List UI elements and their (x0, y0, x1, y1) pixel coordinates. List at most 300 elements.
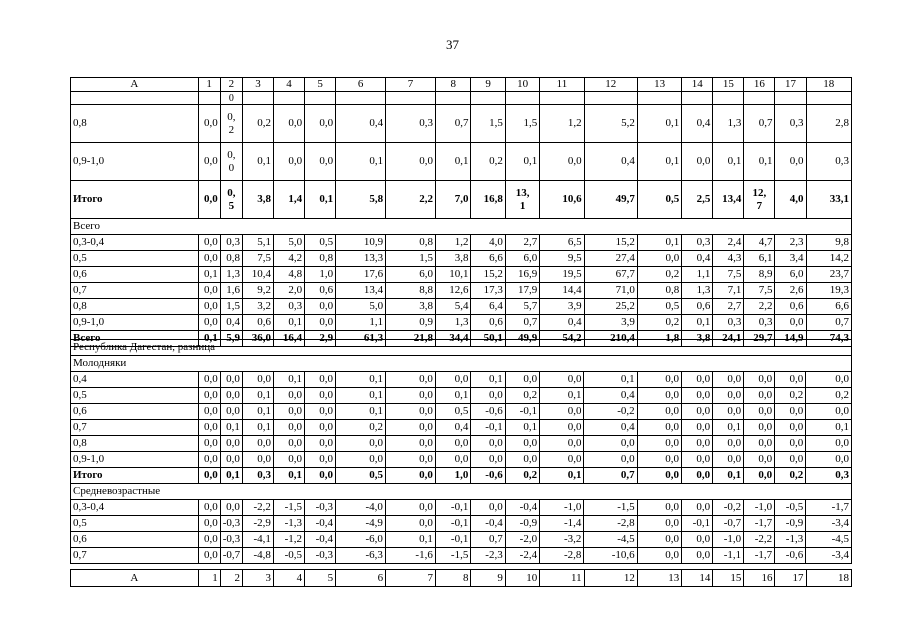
table-cell: 0,0 (198, 436, 220, 452)
table-cell: 0,6 (682, 299, 713, 315)
table-cell: 0,8 (386, 235, 436, 251)
table-cell: -0,6 (775, 548, 806, 564)
table-cell: 0,0 (744, 420, 775, 436)
table-cell: 0,0 (775, 452, 806, 468)
table-cell: 1,3 (220, 267, 242, 283)
table-cell: 0,5 (637, 181, 681, 219)
table-cell: 0,1 (336, 143, 386, 181)
table-cell: 2,2 (386, 181, 436, 219)
table-cell: 74,3 (806, 331, 851, 347)
table-cell: 0,0 (682, 500, 713, 516)
table-cell: 1,2 (540, 105, 584, 143)
table-cell: -1,6 (385, 548, 435, 564)
table-row (71, 500, 852, 516)
table-cell: 9,5 (540, 251, 584, 267)
column-number: 12 (584, 570, 637, 587)
table-cell: 4,8 (274, 267, 305, 283)
table-cell: -4,9 (336, 516, 386, 532)
table-cell: 0,0 (220, 388, 242, 404)
table-cell: 6,0 (505, 251, 539, 267)
table-cell: 6,4 (471, 299, 505, 315)
table-cell: 0,0 (637, 251, 681, 267)
table-cell: -1,5 (584, 500, 637, 516)
table-cell: 5,8 (336, 181, 386, 219)
table-cell: 8,8 (386, 283, 436, 299)
column-header: 13 (637, 78, 681, 92)
table-cell: 0,0 (198, 315, 220, 331)
row-label: 0,3-0,4 (71, 235, 199, 251)
fragment-cell (274, 92, 305, 105)
column-header: 1 (198, 78, 220, 92)
fragment-cell (305, 92, 336, 105)
table-cell: -6,3 (336, 548, 386, 564)
table-row (71, 452, 852, 468)
table-cell: 0,0 (385, 468, 435, 484)
table-cell: 0,1 (435, 388, 470, 404)
table-cell: 1,3 (435, 315, 471, 331)
table-cell: 0,4 (682, 251, 713, 267)
table-cell: 0,0 (305, 143, 336, 181)
table-cell: 0,0 (435, 372, 470, 388)
section-label: Республика Дагестан, разница (71, 340, 852, 356)
table-cell: 0,3 (744, 315, 775, 331)
table-cell: 0,2 (471, 143, 505, 181)
table-cell: 0,0 (637, 548, 681, 564)
table-cell: 4,2 (274, 251, 305, 267)
table-cell: 0,0 (471, 452, 505, 468)
table-cell: 3,8 (435, 251, 471, 267)
table-cell: -4,5 (806, 532, 852, 548)
column-number: 15 (713, 570, 744, 587)
table-cell: 0,0 (471, 500, 505, 516)
table-cell: 0,0 (242, 452, 273, 468)
table-cell: 0,0 (220, 404, 242, 420)
table-row (71, 372, 852, 388)
table-cell: 0,0 (637, 388, 681, 404)
table-cell: 0,0 (584, 452, 637, 468)
table-cell: -0,1 (435, 532, 470, 548)
data-table-dagestan-difference (70, 339, 852, 564)
column-number: 13 (637, 570, 681, 587)
table-cell: -3,4 (806, 516, 852, 532)
table-cell: 0,0 (540, 436, 584, 452)
table-cell: 0,1 (242, 420, 273, 436)
table-cell: 2,9 (305, 331, 336, 347)
table-cell: 0,0 (435, 452, 470, 468)
column-number: 6 (336, 570, 386, 587)
table-cell: 2,0 (274, 283, 305, 299)
table-title-row (71, 340, 852, 356)
row-label: 0,9-1,0 (71, 452, 199, 468)
column-header: 15 (713, 78, 744, 92)
table-row (71, 105, 852, 143)
table-cell: 0,0 (775, 143, 806, 181)
table-cell: 0,1 (505, 143, 539, 181)
table-cell: 2,6 (775, 283, 806, 299)
table-cell: -1,3 (273, 516, 304, 532)
table-cell: 0,0 (471, 388, 505, 404)
table-cell: 0,0 (385, 404, 435, 420)
column-header: 11 (540, 78, 584, 92)
table-cell: 0,0 (540, 143, 584, 181)
table-cell: 0,0 (304, 388, 335, 404)
table-cell: 67,7 (584, 267, 637, 283)
table-cell: -0,7 (713, 516, 744, 532)
table-cell: -1,7 (744, 548, 775, 564)
row-label: 0,5 (71, 388, 199, 404)
table-cell: -1,4 (540, 516, 584, 532)
table-cell: 0,1 (336, 372, 386, 388)
table-cell: 3,8 (682, 331, 713, 347)
table-cell: 0,0 (744, 388, 775, 404)
table-cell: 0,2 (637, 267, 681, 283)
table-cell: 0,0 (198, 372, 220, 388)
table-cell: 34,4 (435, 331, 471, 347)
table-cell: 0,0 (637, 500, 681, 516)
table-cell: 0,1 (540, 388, 584, 404)
table-cell: -0,9 (505, 516, 539, 532)
row-label: Итого (71, 468, 199, 484)
table-cell: 0,0 (305, 315, 336, 331)
table-cell: -3,2 (540, 532, 584, 548)
table-cell: 0,1 (385, 532, 435, 548)
row-label: 0,4 (71, 372, 199, 388)
table-cell: -0,1 (682, 516, 713, 532)
table-cell: -0,3 (220, 532, 242, 548)
table-cell: 0,4 (584, 143, 637, 181)
table-cell: -10,6 (584, 548, 637, 564)
table-cell: 0,9 (386, 315, 436, 331)
header-row (71, 78, 852, 92)
table-cell: -0,5 (775, 500, 806, 516)
page-number: 37 (446, 37, 459, 52)
table-cell: 61,3 (336, 331, 386, 347)
table-cell: 0,0 (637, 452, 681, 468)
table-cell: 5,9 (220, 331, 242, 347)
table-cell: 0,0 (304, 452, 335, 468)
table-cell: 0,1 (198, 267, 220, 283)
table-cell: 0,0 (505, 436, 539, 452)
table-cell: 3,4 (775, 251, 806, 267)
table-cell: 0,7 (806, 315, 851, 331)
fragment-cell (713, 92, 744, 105)
table-cell: 0,7 (505, 315, 539, 331)
table-cell: 5,0 (336, 299, 386, 315)
table-cell: 0,1 (273, 468, 304, 484)
table-cell: -0,6 (471, 404, 505, 420)
row-label: 0,8 (71, 436, 199, 452)
table-cell: -6,0 (336, 532, 386, 548)
column-number: 7 (386, 570, 436, 587)
column-number: 5 (305, 570, 336, 587)
column-header: 9 (471, 78, 505, 92)
table-cell: 0,3 (775, 105, 806, 143)
table-cell: 0,0 (540, 372, 584, 388)
table-cell: 0,1 (274, 315, 305, 331)
table-cell: 0,2 (775, 388, 806, 404)
table-cell: 5,2 (584, 105, 637, 143)
table-cell: 0,4 (435, 420, 470, 436)
table-cell: 0,0 (273, 436, 304, 452)
table-cell: 0,3 (220, 235, 242, 251)
table-cell: 14,2 (806, 251, 851, 267)
table-cell: 0,0 (198, 468, 220, 484)
table-cell: 16,4 (274, 331, 305, 347)
table-cell: 0,0 (744, 436, 775, 452)
fragment-cell (744, 92, 775, 105)
table-cell: 0,1 (540, 468, 584, 484)
table-row (71, 283, 852, 299)
table-cell: 0,0 (304, 436, 335, 452)
row-label: 0,6 (71, 404, 199, 420)
table-cell: 0,0 (198, 404, 220, 420)
column-number: 11 (540, 570, 584, 587)
row-label: 0,9-1,0 (71, 143, 199, 181)
table-row (71, 388, 852, 404)
table-cell: 0,1 (713, 468, 744, 484)
fragment-cell (71, 92, 199, 105)
table-cell: 0,1 (806, 420, 852, 436)
table-cell: 15,2 (471, 267, 505, 283)
table-cell: 14,4 (540, 283, 584, 299)
table-cell: 0,4 (540, 315, 584, 331)
table-cell: 0,0 (775, 436, 806, 452)
row-label: 0,8 (71, 299, 199, 315)
table-cell: 0,0 (775, 315, 806, 331)
table-cell: 1,6 (220, 283, 242, 299)
table-cell: 0,8 (305, 251, 336, 267)
table-cell: 0,0 (540, 452, 584, 468)
table-cell: 0,0 (220, 372, 242, 388)
table-cell: 0,3 (682, 235, 713, 251)
column-number: 3 (242, 570, 273, 587)
table-cell: 10,4 (242, 267, 273, 283)
table-cell: 0,0 (713, 452, 744, 468)
table-cell: 5,0 (274, 235, 305, 251)
row-label: 0,6 (71, 532, 199, 548)
table-cell: 24,1 (713, 331, 744, 347)
row-label: 0,7 (71, 548, 199, 564)
table-row (71, 420, 852, 436)
table-cell: 10,6 (540, 181, 584, 219)
table-cell: 0,0 (471, 436, 505, 452)
table-cell: 4,7 (744, 235, 775, 251)
table-cell: 3,8 (242, 181, 273, 219)
table-cell: 0,0 (775, 420, 806, 436)
table-cell: -3,4 (806, 548, 852, 564)
table-cell: 0,0 (274, 105, 305, 143)
fragment-cell (386, 92, 436, 105)
row-label: 0,3-0,4 (71, 500, 199, 516)
row-label: Итого (71, 181, 199, 219)
table-cell: 0,1 (242, 404, 273, 420)
table-cell: 0,6 (471, 315, 505, 331)
table-cell: 0,0 (682, 372, 713, 388)
column-number: 8 (435, 570, 471, 587)
table-cell: 0,0 (198, 235, 220, 251)
table-cell: 2,7 (713, 299, 744, 315)
table-cell: 0,3 (386, 105, 436, 143)
table-cell: -0,6 (471, 468, 505, 484)
table-cell: 0,5 (637, 299, 681, 315)
table-cell: 0,0 (713, 436, 744, 452)
column-header: 8 (435, 78, 471, 92)
table-cell: 0,1 (220, 420, 242, 436)
table-cell: 49,7 (584, 181, 637, 219)
table-cell: 0,0 (273, 420, 304, 436)
table-cell: 7,0 (435, 181, 471, 219)
table-cell: 0,2 (505, 468, 539, 484)
table-cell: 0,3 (713, 315, 744, 331)
table-cell: 13,4 (336, 283, 386, 299)
row-label: 0,7 (71, 283, 199, 299)
table-cell: -1,7 (806, 500, 852, 516)
table-cell: 0,0 (304, 468, 335, 484)
table-cell: 0,0 (713, 388, 744, 404)
table-cell: 0,0 (385, 516, 435, 532)
table-cell: -0,1 (505, 404, 539, 420)
table-cell: -0,2 (584, 404, 637, 420)
column-number: A (71, 570, 199, 587)
table-cell: 3,9 (584, 315, 637, 331)
table-cell: -4,0 (336, 500, 386, 516)
table-row (71, 315, 852, 331)
table-cell: 0,4 (220, 315, 242, 331)
table-cell: 15,2 (584, 235, 637, 251)
table-cell: 10,1 (435, 267, 471, 283)
table-cell: 4,3 (713, 251, 744, 267)
column-header: 2 (220, 78, 242, 92)
table-cell: 0,0 (682, 420, 713, 436)
column-number: 16 (744, 570, 775, 587)
table-cell: 0,0 (385, 420, 435, 436)
table-cell: -1,2 (273, 532, 304, 548)
table-cell: -2,0 (505, 532, 539, 548)
table-cell: 16,8 (471, 181, 505, 219)
table-cell: 0,7 (435, 105, 471, 143)
fragment-cell (505, 92, 539, 105)
table-cell: 0,0 (540, 404, 584, 420)
table-cell: 0,0 (305, 299, 336, 315)
column-header: 5 (305, 78, 336, 92)
table-cell: 0,0 (385, 372, 435, 388)
table-row (71, 235, 852, 251)
table-cell: 0,6 (305, 283, 336, 299)
table-cell: 0,0 (682, 404, 713, 420)
table-cell: 0,0 (385, 500, 435, 516)
table-cell: 0,4 (584, 388, 637, 404)
table-row (71, 251, 852, 267)
table-cell: 0,0 (385, 436, 435, 452)
table-cell: 0,0 (198, 548, 220, 564)
table-cell: 27,4 (584, 251, 637, 267)
table-cell: 17,6 (336, 267, 386, 283)
table-cell: 0,0 (386, 143, 436, 181)
table-cell: 0,0 (198, 283, 220, 299)
table-cell: 1,2 (435, 235, 471, 251)
table-cell: 13, 1 (505, 181, 539, 219)
table-cell: 0,6 (775, 299, 806, 315)
fragment-cell (336, 92, 386, 105)
table-cell: 7,5 (744, 283, 775, 299)
table-cell: 1,4 (274, 181, 305, 219)
table-cell: 33,1 (806, 181, 851, 219)
table-cell: 1,1 (336, 315, 386, 331)
table-cell: 0,0 (242, 436, 273, 452)
table-row (71, 181, 852, 219)
table-cell: 0,0 (305, 105, 336, 143)
table-cell: 25,2 (584, 299, 637, 315)
table-cell: 0,0 (637, 420, 681, 436)
table-cell: 0,0 (198, 105, 220, 143)
table-cell: 0,0 (775, 404, 806, 420)
table-cell: 0,2 (806, 388, 852, 404)
table-cell: 0,2 (336, 420, 386, 436)
table-cell: 0,1 (682, 315, 713, 331)
fragment-cell (775, 92, 806, 105)
table-row (71, 404, 852, 420)
table-cell: 0,0 (198, 181, 220, 219)
table-cell: -1,7 (744, 516, 775, 532)
table-cell: 2,3 (775, 235, 806, 251)
table-cell: 0,3 (274, 299, 305, 315)
table-cell: -1,0 (744, 500, 775, 516)
table-cell: 0,1 (242, 143, 273, 181)
table-cell: 19,5 (540, 267, 584, 283)
table-cell: 0,0 (775, 372, 806, 388)
column-header: 6 (336, 78, 386, 92)
fragment-cell (584, 92, 637, 105)
row-label: 0,5 (71, 251, 199, 267)
table-cell: 6,0 (775, 267, 806, 283)
table-cell: 0,1 (471, 372, 505, 388)
table-cell: 0,0 (682, 468, 713, 484)
table-cell: 0,0 (273, 452, 304, 468)
table-cell: 0,5 (305, 235, 336, 251)
table-cell: 1,5 (220, 299, 242, 315)
table-cell: 0,0 (682, 548, 713, 564)
table-cell: 0,0 (637, 436, 681, 452)
table-cell: 9,8 (806, 235, 851, 251)
section-label: Всего (71, 219, 852, 235)
table-cell: -1,5 (435, 548, 470, 564)
column-number-footer-table (70, 569, 852, 587)
table-cell: 0,1 (435, 143, 471, 181)
table-cell: 6,5 (540, 235, 584, 251)
table-cell: 1,5 (386, 251, 436, 267)
table-cell: 50,1 (471, 331, 505, 347)
column-number: 17 (775, 570, 806, 587)
table-cell: 0,1 (336, 404, 386, 420)
table-cell: 0,0 (198, 388, 220, 404)
table-cell: 0,0 (304, 404, 335, 420)
table-cell: -4,8 (242, 548, 273, 564)
column-header: 10 (505, 78, 539, 92)
table-cell: 0,0 (682, 452, 713, 468)
table-cell: 0, 5 (220, 181, 242, 219)
table-cell: 0,2 (505, 388, 539, 404)
column-number: 18 (806, 570, 851, 587)
table-cell: 0,2 (775, 468, 806, 484)
table-cell: 0,0 (198, 143, 220, 181)
table-cell: 0,7 (584, 468, 637, 484)
table-cell: 0,1 (637, 143, 681, 181)
table-cell: -0,2 (713, 500, 744, 516)
row-label: 0,8 (71, 105, 199, 143)
table-cell: 6,1 (744, 251, 775, 267)
table-cell: -2,2 (242, 500, 273, 516)
table-cell: -4,1 (242, 532, 273, 548)
